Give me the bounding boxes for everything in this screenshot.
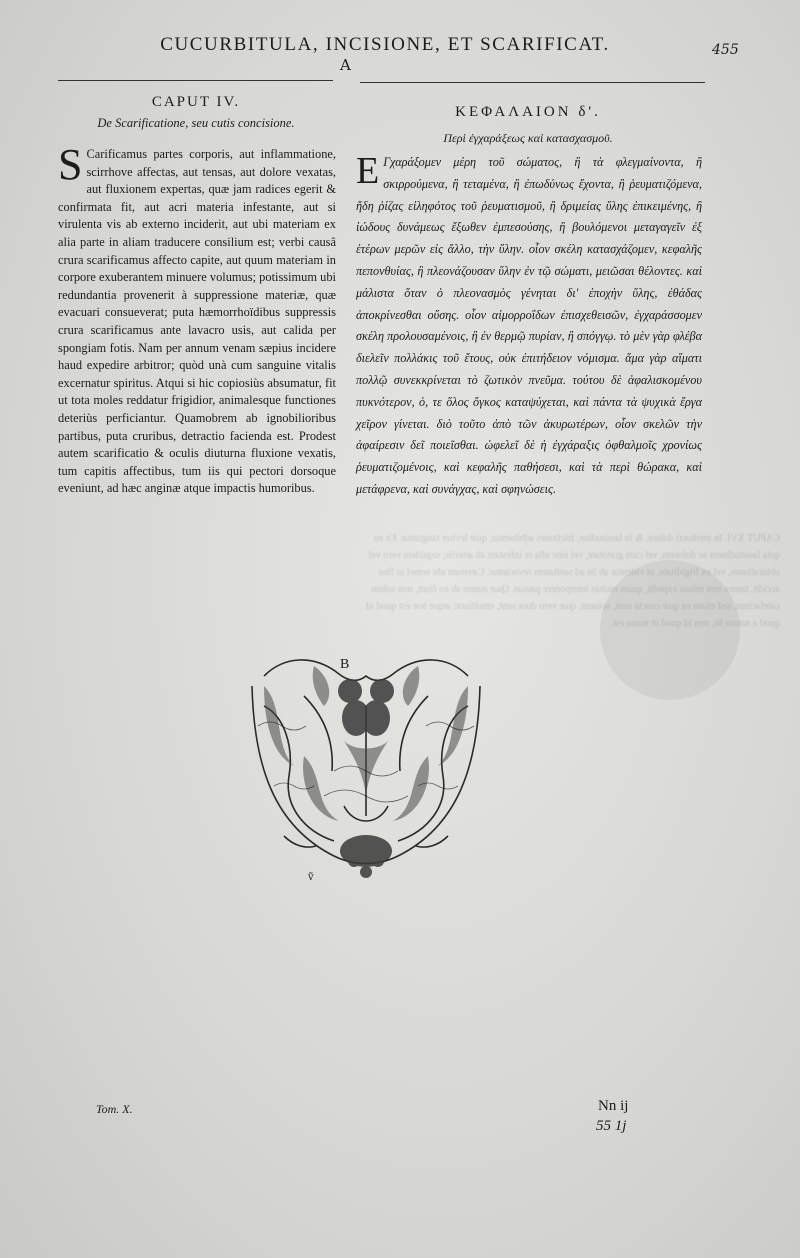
header-rule-right bbox=[360, 82, 705, 83]
greek-chapter-subtitle: Περὶ ἐγχαράξεως καὶ κατασχασμοῦ. bbox=[443, 131, 613, 145]
signature-mark: A bbox=[340, 56, 351, 74]
latin-text bbox=[58, 140, 336, 498]
latin-chapter-subtitle: De Scarificatione, seu cutis concisione. bbox=[97, 116, 295, 130]
tome-number: Tom. X. bbox=[96, 1102, 133, 1116]
latin-chapter-title: CAPUT IV. bbox=[151, 94, 241, 110]
running-head: CUCURBITULA, INCISIONE, ET SCARIFICAT. bbox=[160, 34, 610, 55]
header-rule-left bbox=[58, 80, 333, 81]
greek-dropcap: Ε bbox=[356, 150, 380, 192]
greek-column-header bbox=[352, 94, 704, 146]
greek-paragraph: Γχαράξομεν μέρη τοῦ σώματος, ἢ τὰ φλεγμαίνοντα, ἢ σκιρρούμενα, ἢ τεταμένα, ἢ ἐπωδύνως ἔχοντα, ἢ ῥευματιζόμενα, ἤδη ῥίζας εἰληφότος τοῦ ῥευματισμοῦ, ἢ δριμείας ὕλης ἐπικειμένης, ἢ ἰώδους δυνάμεως ἔξωθεν ἐμπεσούσης, ἢ βουλόμενοι μεταγαγεῖν ἐξ ἑτέρων μερῶν εἰς ἄλλο, τὴν ὕλην. οἷον σκέλη κατασχάζομεν, κεφαλῆς πεπονθυίας, ἢ πλεονάζουσαν ὕλην ἐν τῷ σώματι, μειῶσαι θέλοντες. καὶ μάλιστα ὅταν ὁ πλεονασμὸς γένηται δι' ἐποχὴν ὕλης, ἐθάδας ἀποκρίνεσθαι οὔσης. οἷον αἱμορροΐδων ἐπισχεθεισῶν, ἐγχαράσσομεν σκέλη προλουσαμένοις, ἢ ἐν θερμῷ πυρίαν, ἢ σπόγγῳ. τὸ μὲν γὰρ φλέβα διελεῖν πολλάκις τοῦ ἔτους, οὐκ ἐπιτήδειον νόμισμα. ἅμα γὰρ αἵματι πολλῷ συνεκκρίνεται τὸ ζωτικὸν πνεῦμα. τούτου δὲ ἀφαλισκομένου πυκνότερον, ὁ, τε ὅλος ὄγκος καταψύχεται, καὶ πάντα τὰ ψυχικὰ ἔργα χεῖρον γίνεται. διὸ τοῦτο ἀπὸ τῶν ἀκυρωτέρων, οἷον σκελῶν τὴν ἀφαίρεσιν δεῖ ποιεῖσθαι. ὠφελεῖ δὲ ἡ ἐγχάραξις ὀφθαλμοῖς χρονίως ῥευματιζομένοις, καὶ κεφαλῆς παθήσεσι, καὶ τὰ περὶ θώρακα, καὶ μετάφρενα, καὶ συνάγχας, καὶ σφηνώσεις. bbox=[356, 155, 702, 496]
margin-letter: B bbox=[340, 657, 350, 672]
ornament-mark: ṽ bbox=[308, 872, 314, 883]
greek-text bbox=[356, 152, 702, 501]
folio-number: 455 bbox=[712, 42, 739, 58]
cherub-floral-tailpiece-icon bbox=[244, 646, 488, 884]
latin-paragraph: Carificamus partes corporis, aut inflammatione, scirrhove affectas, aut tensas, aut dolore vexatas, aut fluxionem expertas, quæ jam radices egerit & confirmata fit, aut acri materia infestante, aut si virulenta vis ab externo inciderit, aut ubi materiam ex alia parte in aliam traducere consilium est; verbi causâ crura scarificamus affecto capite, aut quum materiam in corpore exuberantem minuere volumus; potissimum ubi redundantia provenerit à suppressione materiæ, quæ evacuari consueverat; puta hæmorrhoïdibus suppressis crura scarificamus ante lavacro usis, aut calida per spongiam fotis. Nam per annum venam sæpius incidere haud expedire arbitror; quòd unà cum sanguine vitalis excernatur spiritus. Atqui si hic copiosiùs absumatur, fit ut tota moles reddatur frigidior, animalesque functiones deteriùs perficiantur. Quamobrem ab ignobilioribus partibus, puta cruribus, detractio facienda est. Prodest autem scarificatio & oculis diuturna fluxione vexatis, tum capitis affectibus, tum iis qui pectori dorsoque eveniunt, ad hæc anginæ atque impactis humoribus. bbox=[58, 147, 336, 496]
latin-dropcap: S bbox=[58, 140, 83, 189]
latin-column-header bbox=[56, 94, 336, 131]
greek-chapter-title: ΚΕΦΑΛΑΙΟΝ δ'. bbox=[455, 104, 601, 120]
bleed-through-text: CAPUT XVI. In mediocri dolore, & in lassitudine, frictiones adhibentur, quæ leviter tanguntur. Ex eo quia lassitudinem ac dolorem, vel cum gravitate, vel sine ulla re infestant ab arteriis; siquidem vero vel obturationes, vel ex frigiditate, ut videntur ab iis ad sanitatem revocantur. Cæterum ubi semel in fine accidit, tamen non minus expedit, quam multas interponere pausas. Quæ autem ab eo fiunt, non solum calefaciunt, sed etiam ea quæ coacta sunt, soluunt, quæ vero dura sunt, emolliunt; atque hoc est quod id quod a natura fit, non id quod in manu est. bbox=[363, 533, 780, 629]
handwritten-page-note: 55 1j bbox=[596, 1118, 627, 1134]
gathering-signature: Nn ij bbox=[598, 1098, 629, 1114]
